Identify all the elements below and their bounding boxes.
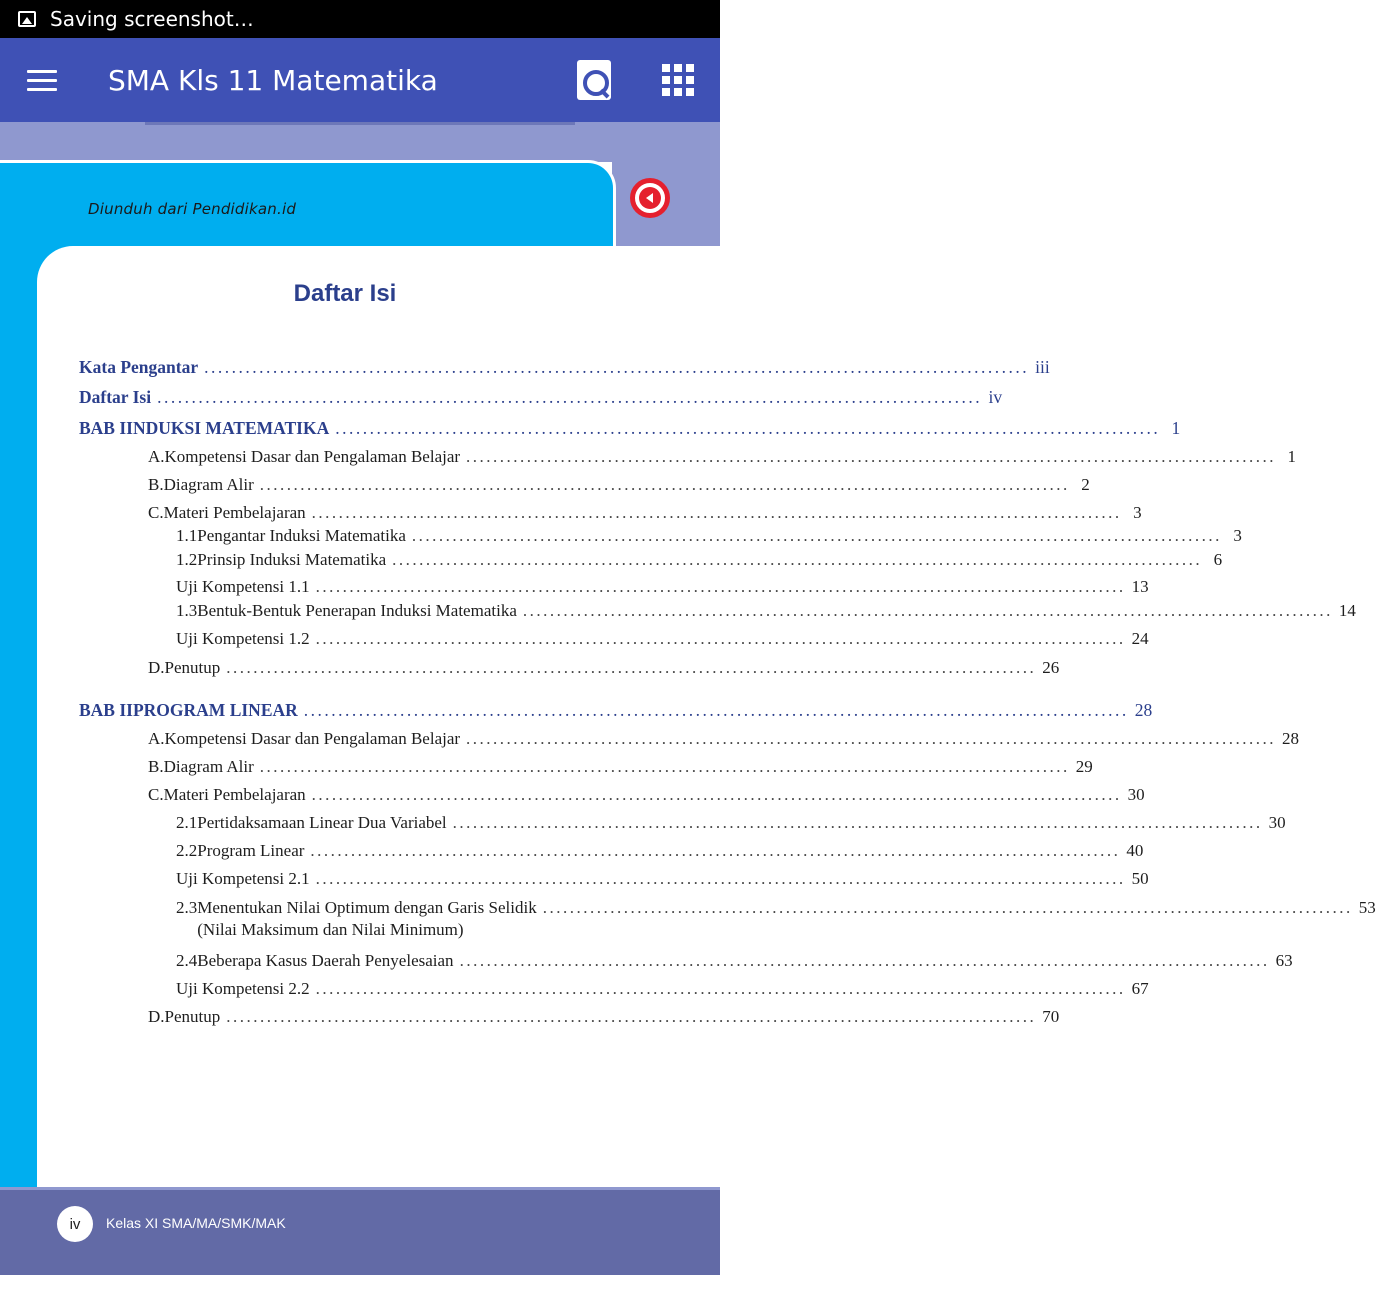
toc-label: Materi Pembelajaran [163,503,306,522]
page-top-line [145,122,575,125]
toc-label: Daftar Isi [79,387,152,407]
search-document-icon[interactable] [552,38,636,122]
toc-leader-dots: ........................................................................................................................ [157,387,983,407]
toc-page-number: 28 [1134,700,1153,720]
header-note: Diunduh dari Pendidikan.id [88,200,297,218]
toc-label: Penutup [164,1007,221,1026]
menu-icon[interactable] [0,38,84,122]
toc-row[interactable] [176,550,1223,570]
toc-row[interactable] [148,757,1093,777]
toc-label: Diagram Alir [163,475,254,494]
toc-number: 1.3 [176,601,198,620]
toc-row[interactable] [176,526,1242,546]
toc-number: C. [148,785,164,804]
toc-number: 1.2 [176,550,198,569]
toc-label: Materi Pembelajaran [163,785,306,804]
toc-page-number: 29 [1075,757,1093,776]
toc-page-number: 40 [1126,841,1144,860]
toc-row[interactable] [148,658,1060,678]
toc-leader-dots: ........................................................................................................................ [522,601,1333,620]
toc-row[interactable] [79,387,1003,408]
toc-label: Uji Kompetensi 1.2 [176,629,310,648]
toc-page-number: 6 [1213,550,1223,569]
toc-leader-dots: ........................................................................................................................ [315,979,1126,998]
toc-row[interactable] [176,841,1144,861]
toc-number: BAB I [79,418,127,438]
toc-label: Prinsip Induksi Matematika [197,550,387,569]
toc-row[interactable] [176,577,1149,597]
toc-label: Diagram Alir [163,757,254,776]
toc-leader-dots: ........................................................................................................................ [315,869,1126,888]
toc-label [197,897,536,941]
toc-page-number: 13 [1131,577,1149,596]
toc-page-number: 67 [1131,979,1149,998]
toc-leader-dots: ........................................................................................................................ [259,475,1070,494]
toc-number: 1.1 [176,526,198,545]
toc-leader-dots: ........................................................................................................................ [311,503,1122,522]
toc-leader-dots: ........................................................................................................................ [303,700,1129,720]
toc-label: Pertidaksamaan Linear Dua Variabel [197,813,447,832]
toc-leader-dots: ........................................................................................................................ [466,447,1277,466]
status-text: Saving screenshot… [50,7,254,31]
toc-page-number: 3 [1233,526,1242,545]
page-top-strip [0,122,720,162]
toc-leader-dots: ........................................................................................................................ [311,785,1122,804]
toc-leader-dots: ........................................................................................................................ [226,1007,1037,1026]
toc-number: 2.2 [176,841,198,860]
toc-label: Kompetensi Dasar dan Pengalaman Belajar [164,729,461,748]
toc-row[interactable] [176,951,1293,971]
toc-page-number: 63 [1275,951,1293,970]
toc-label: PROGRAM LINEAR [132,700,298,720]
toc-row[interactable] [148,729,1300,749]
toc-page-number: 30 [1268,813,1286,832]
toc-label: Uji Kompetensi 2.1 [176,869,310,888]
toc-page-number: 53 [1358,898,1376,917]
image-icon [18,11,36,27]
page-viewer[interactable] [0,122,1376,1280]
toc-page-number: 1 [1287,447,1297,466]
toc-leader-dots: ........................................................................................................................ [459,951,1270,970]
toc-page-number: iii [1035,357,1050,377]
toc-number: C. [148,503,164,522]
toc-row[interactable] [148,447,1297,467]
footer-text: Kelas XI SMA/MA/SMK/MAK [106,1215,286,1231]
toc-label: Penutup [164,658,221,677]
toc-page-number: 30 [1127,785,1145,804]
toc-number: D. [148,1007,165,1026]
back-arrow-icon[interactable] [630,178,670,218]
toc-leader-dots: ........................................................................................................................ [392,550,1203,569]
toc-number: 2.1 [176,813,198,832]
toc-page-number: 50 [1131,869,1149,888]
toc-label: Kata Pengantar [79,357,199,377]
toc-row[interactable] [176,897,1376,941]
toc-label: Program Linear [197,841,305,860]
toc-leader-dots: ........................................................................................................................ [310,841,1121,860]
toc-number: B. [148,475,164,494]
toc-number: D. [148,658,165,677]
toc-label-line1: Menentukan Nilai Optimum dengan Garis Selidik [197,898,537,917]
toc-label: Uji Kompetensi 2.2 [176,979,310,998]
toc-page-number: 26 [1042,658,1060,677]
toc-row[interactable] [148,1007,1060,1027]
toc-number: BAB II [79,700,133,720]
toc-label-line2: (Nilai Maksimum dan Nilai Minimum) [197,920,464,939]
toc-leader-dots: ........................................................................................................................ [335,418,1161,438]
toc-label: Kompetensi Dasar dan Pengalaman Belajar [164,447,461,466]
toc-label: Bentuk-Bentuk Penerapan Induksi Matematika [197,601,517,620]
toc-page-number: 24 [1131,629,1149,648]
toc-label: INDUKSI MATEMATIKA [126,418,330,438]
toc-row[interactable] [176,601,1356,621]
page-footer [0,1187,720,1275]
grid-menu-icon[interactable] [636,38,720,122]
toc-row[interactable] [176,629,1149,649]
toc-row[interactable] [176,869,1149,889]
toc-row[interactable] [148,475,1090,495]
toc-row[interactable] [148,503,1142,523]
toc-leader-dots: ........................................................................................................................ [204,357,1030,377]
toc-page-number: 28 [1282,729,1300,748]
page-title: Daftar Isi [293,280,397,307]
toc-number: A. [148,447,165,466]
toc-row[interactable] [79,700,1153,721]
toc-page-number: 14 [1338,601,1356,620]
toc-leader-dots: ........................................................................................................................ [452,813,1263,832]
toc-label: Pengantar Induksi Matematika [197,526,406,545]
toc-row[interactable] [176,813,1286,833]
toc-leader-dots: ........................................................................................................................ [542,898,1353,917]
toc-page-number: 3 [1133,503,1142,522]
toc-leader-dots: ........................................................................................................................ [466,729,1277,748]
toc-leader-dots: ........................................................................................................................ [259,757,1070,776]
toc-number: 2.4 [176,951,198,970]
toc-label: Beberapa Kasus Daerah Penyelesaian [197,951,454,970]
toc-row[interactable] [79,357,1050,378]
toc-leader-dots: ........................................................................................................................ [226,658,1037,677]
app-title: SMA Kls 11 Matematika [108,63,438,97]
toc-number: A. [148,729,165,748]
toc-leader-dots: ........................................................................................................................ [411,526,1222,545]
toc-page-number: iv [988,387,1003,407]
status-bar [0,0,720,38]
toc-number: 2.3 [176,898,198,917]
toc-number: B. [148,757,164,776]
toc-leader-dots: ........................................................................................................................ [315,629,1126,648]
toc-page-number: 70 [1042,1007,1060,1026]
toc-row[interactable] [148,785,1145,805]
toc-row[interactable] [79,418,1181,439]
toc-page-number: 2 [1081,475,1090,494]
toc-leader-dots: ........................................................................................................................ [315,577,1126,596]
app-bar [0,38,720,122]
toc-page-number: 1 [1171,418,1181,438]
toc-label: Uji Kompetensi 1.1 [176,577,310,596]
page-number-badge: iv [57,1206,93,1242]
toc-row[interactable] [176,979,1149,999]
